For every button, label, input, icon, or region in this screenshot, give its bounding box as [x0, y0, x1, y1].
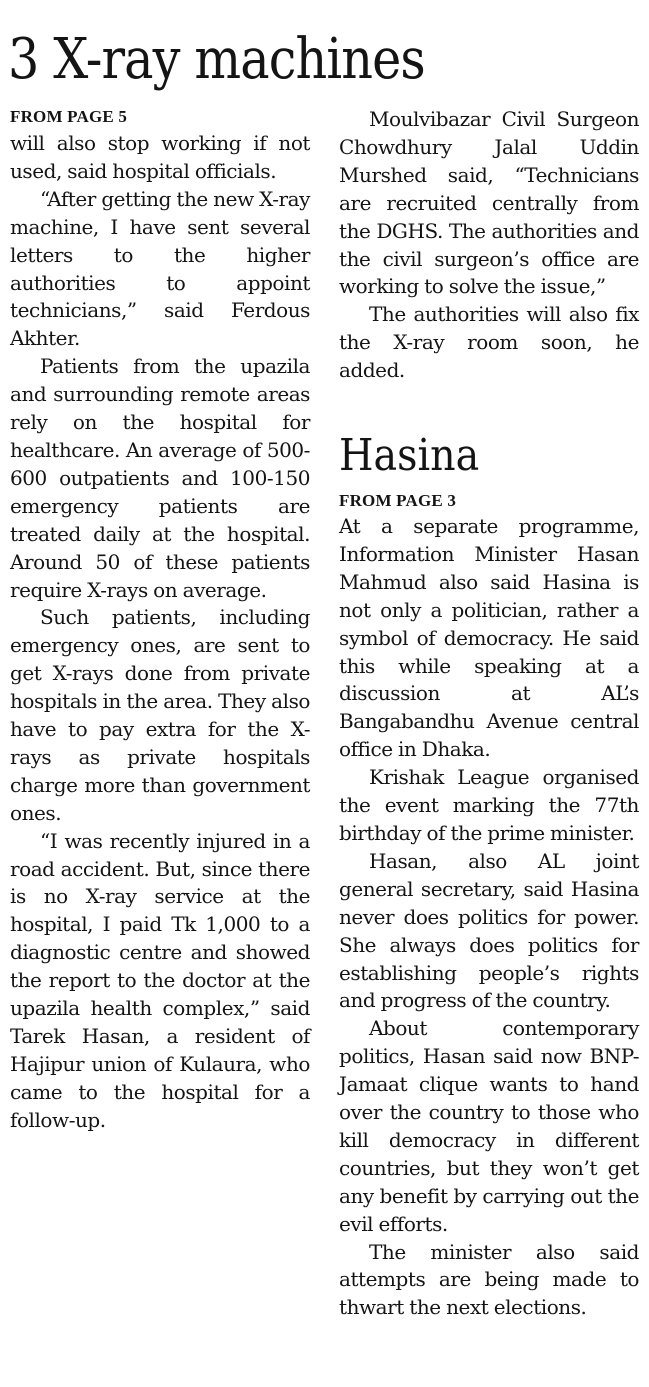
right-column — [339, 0, 639, 1387]
left-column-body — [10, 130, 310, 1135]
kicker-from-page-5: FROM PAGE 5 — [10, 107, 128, 126]
left-column — [10, 0, 310, 1387]
kicker-from-page-3: FROM PAGE 3 — [339, 491, 457, 510]
paragraph: “I was recently injured in a road accident. But, since there is no X-ray service at the hospital, I paid Tk 1,000 to a diagnostic centre and showed the report to the doctor at the upazila health complex,” said Tarek Hasan, a resident of Hajipur union of Kulaura, who came to the hospital for a follow-up. — [10, 828, 310, 1132]
paragraph: The authorities will also fix the X-ray room soon, he added. — [339, 302, 639, 383]
continuation-body — [339, 106, 639, 385]
paragraph: Moulvibazar Civil Surgeon Chowdhury Jalal Uddin Murshed said, “Technicians are recruited centrally from the DGHS. The authorities and the civil surgeon’s office are working to solve the issue,” — [339, 107, 639, 299]
paragraph: will also stop working if not used, said hospital officials. — [10, 131, 310, 183]
paragraph: At a separate programme, Information Minister Hasan Mahmud also said Hasina is not only a politician, rather a symbol of democracy. He said this while speaking at a discussion at AL’s Bangabandhu Avenue central office in Dhaka. — [339, 514, 639, 762]
paragraph: Hasan, also AL joint general secretary, said Hasina never does politics for power. She always does politics for establishing people’s rights and progress of the country. — [339, 848, 639, 1013]
paragraph: Krishak League organised the event marking the 77th birthday of the prime minister. — [339, 765, 639, 845]
headline-hasina: Hasina — [339, 430, 480, 481]
hasina-story-body — [339, 513, 639, 1322]
paragraph: “After getting the new X-ray machine, I have sent several letters to the higher authorities to appoint technicians,” said Ferdous Akhter. — [10, 186, 310, 351]
paragraph: The minister also said attempts are being made to thwart the next elections. — [339, 1239, 639, 1320]
paragraph: Such patients, including emergency ones, are sent to get X-rays done from private hospitals in the area. They also have to pay extra for the X-rays as private hospitals charge more than government ones. — [10, 605, 310, 825]
paragraph: Patients from the upazila and surrounding remote areas rely on the hospital for healthcare. An average of 500-600 outpatients and 100-150 emergency patients are treated daily at the hospital. Around 50 of these patients require X-rays on average. — [10, 354, 310, 602]
headline-x-ray-machines: 3 X-ray machines — [8, 27, 425, 92]
paragraph: About contemporary politics, Hasan said now BNP-Jamaat clique wants to hand over the country to those who kill democracy in different countries, but they won’t get any benefit by carrying out the evil efforts. — [339, 1016, 639, 1236]
